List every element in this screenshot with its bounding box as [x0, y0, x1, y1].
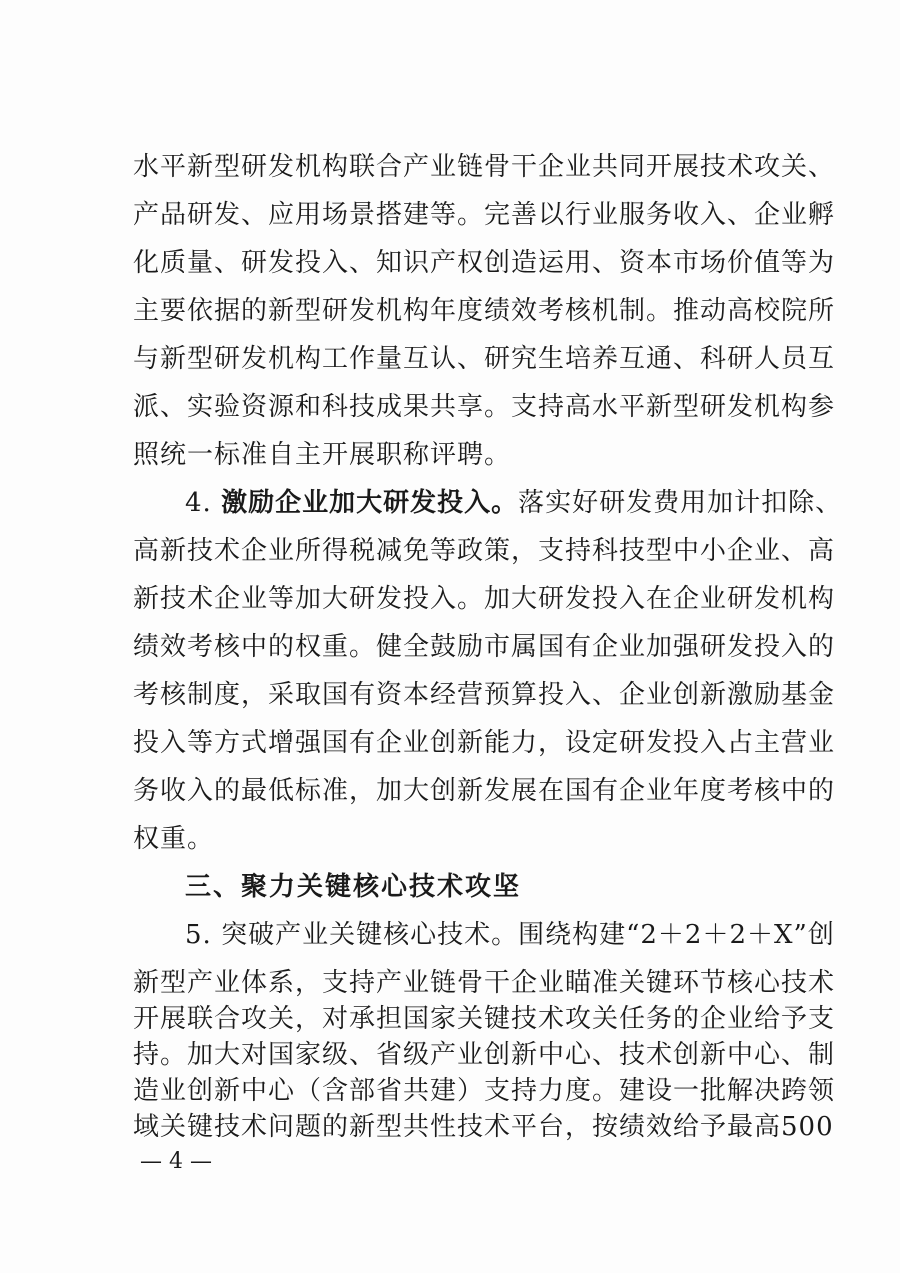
item-title: 突破产业关键核心技术。: [221, 920, 519, 950]
text-line: 权重。: [133, 824, 215, 854]
text-line: 照统一标准自主开展职称评聘。: [133, 440, 512, 470]
section-heading: 三、聚力关键核心技术攻坚: [185, 872, 522, 902]
text-line: 投入等方式增强国有企业创新能力，设定研发投入占主营业: [133, 728, 836, 758]
text-line: 考核制度，采取国有资本经营预算投入、企业创新激励基金: [133, 680, 836, 710]
text-line: 高新技术企业所得税减免等政策，支持科技型中小企业、高: [133, 536, 836, 566]
item-number: 5.: [185, 920, 212, 950]
text-line: 开展联合攻关，对承担国家关键技术攻关任务的企业给予支: [133, 1004, 836, 1034]
item-text: 落实好研发费用加计扣除、: [518, 488, 843, 518]
text-line: 化质量、研发投入、知识产权创造运用、资本市场价值等为: [133, 248, 836, 278]
text-line: 新技术企业等加大研发投入。加大研发投入在企业研发机构: [133, 584, 836, 614]
text-line: 产品研发、应用场景搭建等。完善以行业服务收入、企业孵: [133, 200, 836, 230]
text-line: 域关键技术问题的新型共性技术平台，按绩效给予最高500: [133, 1112, 834, 1142]
item-number: 4.: [185, 488, 212, 518]
text-line: 派、实验资源和科技成果共享。支持高水平新型研发机构参: [133, 392, 836, 422]
page-number: — 4 —: [140, 1149, 212, 1174]
text-line: 绩效考核中的权重。健全鼓励市属国有企业加强研发投入的: [133, 632, 836, 662]
item-title: 激励企业加大研发投入。: [221, 488, 519, 518]
text-line: 造业创新中心（含部省共建）支持力度。建设一批解决跨领: [133, 1076, 836, 1106]
text-line: 务收入的最低标准，加大创新发展在国有企业年度考核中的: [133, 776, 836, 806]
item-5-first-line: [185, 915, 835, 955]
text-line: 持。加大对国家级、省级产业创新中心、技术创新中心、制: [133, 1040, 836, 1070]
item-4-first-line: [185, 483, 843, 523]
text-line: 水平新型研发机构联合产业链骨干企业共同开展技术攻关、: [133, 152, 836, 182]
item-text: 围绕构建“2＋2＋2＋X”创: [518, 920, 835, 950]
text-line: 新型产业体系，支持产业链骨干企业瞄准关键环节核心技术: [133, 968, 836, 998]
text-line: 主要依据的新型研发机构年度绩效考核机制。推动高校院所: [133, 296, 836, 326]
text-line: 与新型研发机构工作量互认、研究生培养互通、科研人员互: [133, 344, 836, 374]
